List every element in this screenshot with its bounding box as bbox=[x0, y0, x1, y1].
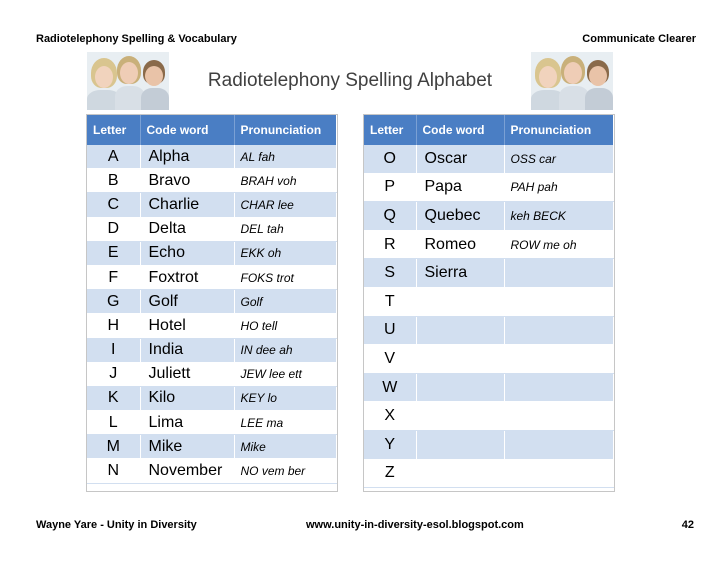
table-row bbox=[364, 430, 613, 459]
table-row bbox=[87, 169, 336, 193]
alphabet-table-left bbox=[87, 115, 337, 484]
code-word-cell: Charlie bbox=[140, 193, 234, 217]
header-left-title: Radiotelephony Spelling & Vocabulary bbox=[36, 33, 237, 45]
footer-author: Wayne Yare - Unity in Diversity bbox=[36, 519, 197, 531]
code-word-cell: Mike bbox=[140, 435, 234, 459]
letter-cell: L bbox=[87, 411, 140, 435]
column-header-letter: Letter bbox=[87, 115, 140, 145]
letter-cell: N bbox=[87, 459, 140, 483]
operators-photo-left bbox=[87, 52, 169, 110]
letter-cell: Z bbox=[364, 459, 416, 488]
letter-cell: I bbox=[87, 338, 140, 362]
table-row bbox=[364, 287, 613, 316]
pronunciation-cell bbox=[504, 373, 613, 402]
table-row bbox=[87, 314, 336, 338]
code-word-cell: Lima bbox=[140, 411, 234, 435]
table-row bbox=[87, 241, 336, 265]
letter-cell: D bbox=[87, 217, 140, 241]
code-word-cell: Alpha bbox=[140, 145, 234, 169]
header-right-title: Communicate Clearer bbox=[582, 33, 696, 45]
letter-cell: E bbox=[87, 241, 140, 265]
letter-cell: Y bbox=[364, 430, 416, 459]
table-row bbox=[87, 362, 336, 386]
letter-cell: P bbox=[364, 173, 416, 202]
code-word-cell: Foxtrot bbox=[140, 265, 234, 289]
code-word-cell: November bbox=[140, 459, 234, 483]
pronunciation-cell: Mike bbox=[234, 435, 336, 459]
letter-cell: S bbox=[364, 259, 416, 288]
pronunciation-cell: IN dee ah bbox=[234, 338, 336, 362]
column-header-pronunciation: Pronunciation bbox=[234, 115, 336, 145]
table-row bbox=[87, 459, 336, 483]
letter-cell: K bbox=[87, 386, 140, 410]
code-word-cell bbox=[416, 402, 504, 431]
code-word-cell: Golf bbox=[140, 290, 234, 314]
code-word-cell: Hotel bbox=[140, 314, 234, 338]
pronunciation-cell: LEE ma bbox=[234, 411, 336, 435]
pronunciation-cell: Golf bbox=[234, 290, 336, 314]
pronunciation-cell: HO tell bbox=[234, 314, 336, 338]
table-row bbox=[87, 193, 336, 217]
pronunciation-cell: NO vem ber bbox=[234, 459, 336, 483]
code-word-cell: Juliett bbox=[140, 362, 234, 386]
pronunciation-cell: FOKS trot bbox=[234, 265, 336, 289]
letter-cell: M bbox=[87, 435, 140, 459]
pronunciation-cell: CHAR lee bbox=[234, 193, 336, 217]
code-word-cell bbox=[416, 459, 504, 488]
table-row bbox=[87, 145, 336, 169]
pronunciation-cell: JEW lee ett bbox=[234, 362, 336, 386]
pronunciation-cell: OSS car bbox=[504, 145, 613, 173]
table-row bbox=[364, 259, 613, 288]
pronunciation-cell: DEL tah bbox=[234, 217, 336, 241]
code-word-cell: Quebec bbox=[416, 202, 504, 231]
code-word-cell: Papa bbox=[416, 173, 504, 202]
letter-cell: R bbox=[364, 230, 416, 259]
letter-cell: F bbox=[87, 265, 140, 289]
alphabet-table-right bbox=[364, 115, 614, 488]
pronunciation-cell: keh BECK bbox=[504, 202, 613, 231]
code-word-cell: Oscar bbox=[416, 145, 504, 173]
code-word-cell: India bbox=[140, 338, 234, 362]
code-word-cell bbox=[416, 316, 504, 345]
letter-cell: X bbox=[364, 402, 416, 431]
column-header-letter: Letter bbox=[364, 115, 416, 145]
table-row bbox=[87, 290, 336, 314]
letter-cell: Q bbox=[364, 202, 416, 231]
pronunciation-cell bbox=[504, 345, 613, 374]
table-header-row bbox=[364, 115, 613, 145]
code-word-cell bbox=[416, 345, 504, 374]
code-word-cell bbox=[416, 430, 504, 459]
letter-cell: C bbox=[87, 193, 140, 217]
code-word-cell: Sierra bbox=[416, 259, 504, 288]
table-row bbox=[364, 173, 613, 202]
table-row bbox=[87, 338, 336, 362]
table-header-row bbox=[87, 115, 336, 145]
pronunciation-cell bbox=[504, 287, 613, 316]
code-word-cell: Echo bbox=[140, 241, 234, 265]
table-row bbox=[364, 316, 613, 345]
table-row bbox=[364, 345, 613, 374]
page-number: 42 bbox=[681, 519, 694, 531]
column-header-code-word: Code word bbox=[416, 115, 504, 145]
pronunciation-cell: AL fah bbox=[234, 145, 336, 169]
letter-cell: J bbox=[87, 362, 140, 386]
pronunciation-cell: PAH pah bbox=[504, 173, 613, 202]
letter-cell: T bbox=[364, 287, 416, 316]
column-header-code-word: Code word bbox=[140, 115, 234, 145]
column-header-pronunciation: Pronunciation bbox=[504, 115, 613, 145]
letter-cell: O bbox=[364, 145, 416, 173]
letter-cell: H bbox=[87, 314, 140, 338]
letter-cell: G bbox=[87, 290, 140, 314]
pronunciation-cell bbox=[504, 316, 613, 345]
table-row bbox=[87, 386, 336, 410]
code-word-cell: Bravo bbox=[140, 169, 234, 193]
table-row bbox=[364, 145, 613, 173]
operators-photo-right bbox=[531, 52, 613, 110]
pronunciation-cell bbox=[504, 402, 613, 431]
table-row bbox=[87, 411, 336, 435]
letter-cell: V bbox=[364, 345, 416, 374]
table-row bbox=[87, 265, 336, 289]
letter-cell: U bbox=[364, 316, 416, 345]
pronunciation-cell: KEY lo bbox=[234, 386, 336, 410]
code-word-cell bbox=[416, 287, 504, 316]
footer-website: www.unity-in-diversity-esol.blogspot.com bbox=[306, 519, 524, 531]
pronunciation-cell bbox=[504, 259, 613, 288]
table-row bbox=[364, 402, 613, 431]
table-row bbox=[364, 373, 613, 402]
code-word-cell: Romeo bbox=[416, 230, 504, 259]
table-row bbox=[87, 435, 336, 459]
letter-cell: A bbox=[87, 145, 140, 169]
table-row bbox=[364, 230, 613, 259]
table-row bbox=[364, 202, 613, 231]
pronunciation-cell: EKK oh bbox=[234, 241, 336, 265]
pronunciation-cell bbox=[504, 430, 613, 459]
pronunciation-cell: BRAH voh bbox=[234, 169, 336, 193]
code-word-cell: Kilo bbox=[140, 386, 234, 410]
code-word-cell bbox=[416, 373, 504, 402]
letter-cell: W bbox=[364, 373, 416, 402]
code-word-cell: Delta bbox=[140, 217, 234, 241]
pronunciation-cell: ROW me oh bbox=[504, 230, 613, 259]
table-row bbox=[364, 459, 613, 488]
letter-cell: B bbox=[87, 169, 140, 193]
table-row bbox=[87, 217, 336, 241]
page-title: Radiotelephony Spelling Alphabet bbox=[207, 70, 493, 91]
pronunciation-cell bbox=[504, 459, 613, 488]
